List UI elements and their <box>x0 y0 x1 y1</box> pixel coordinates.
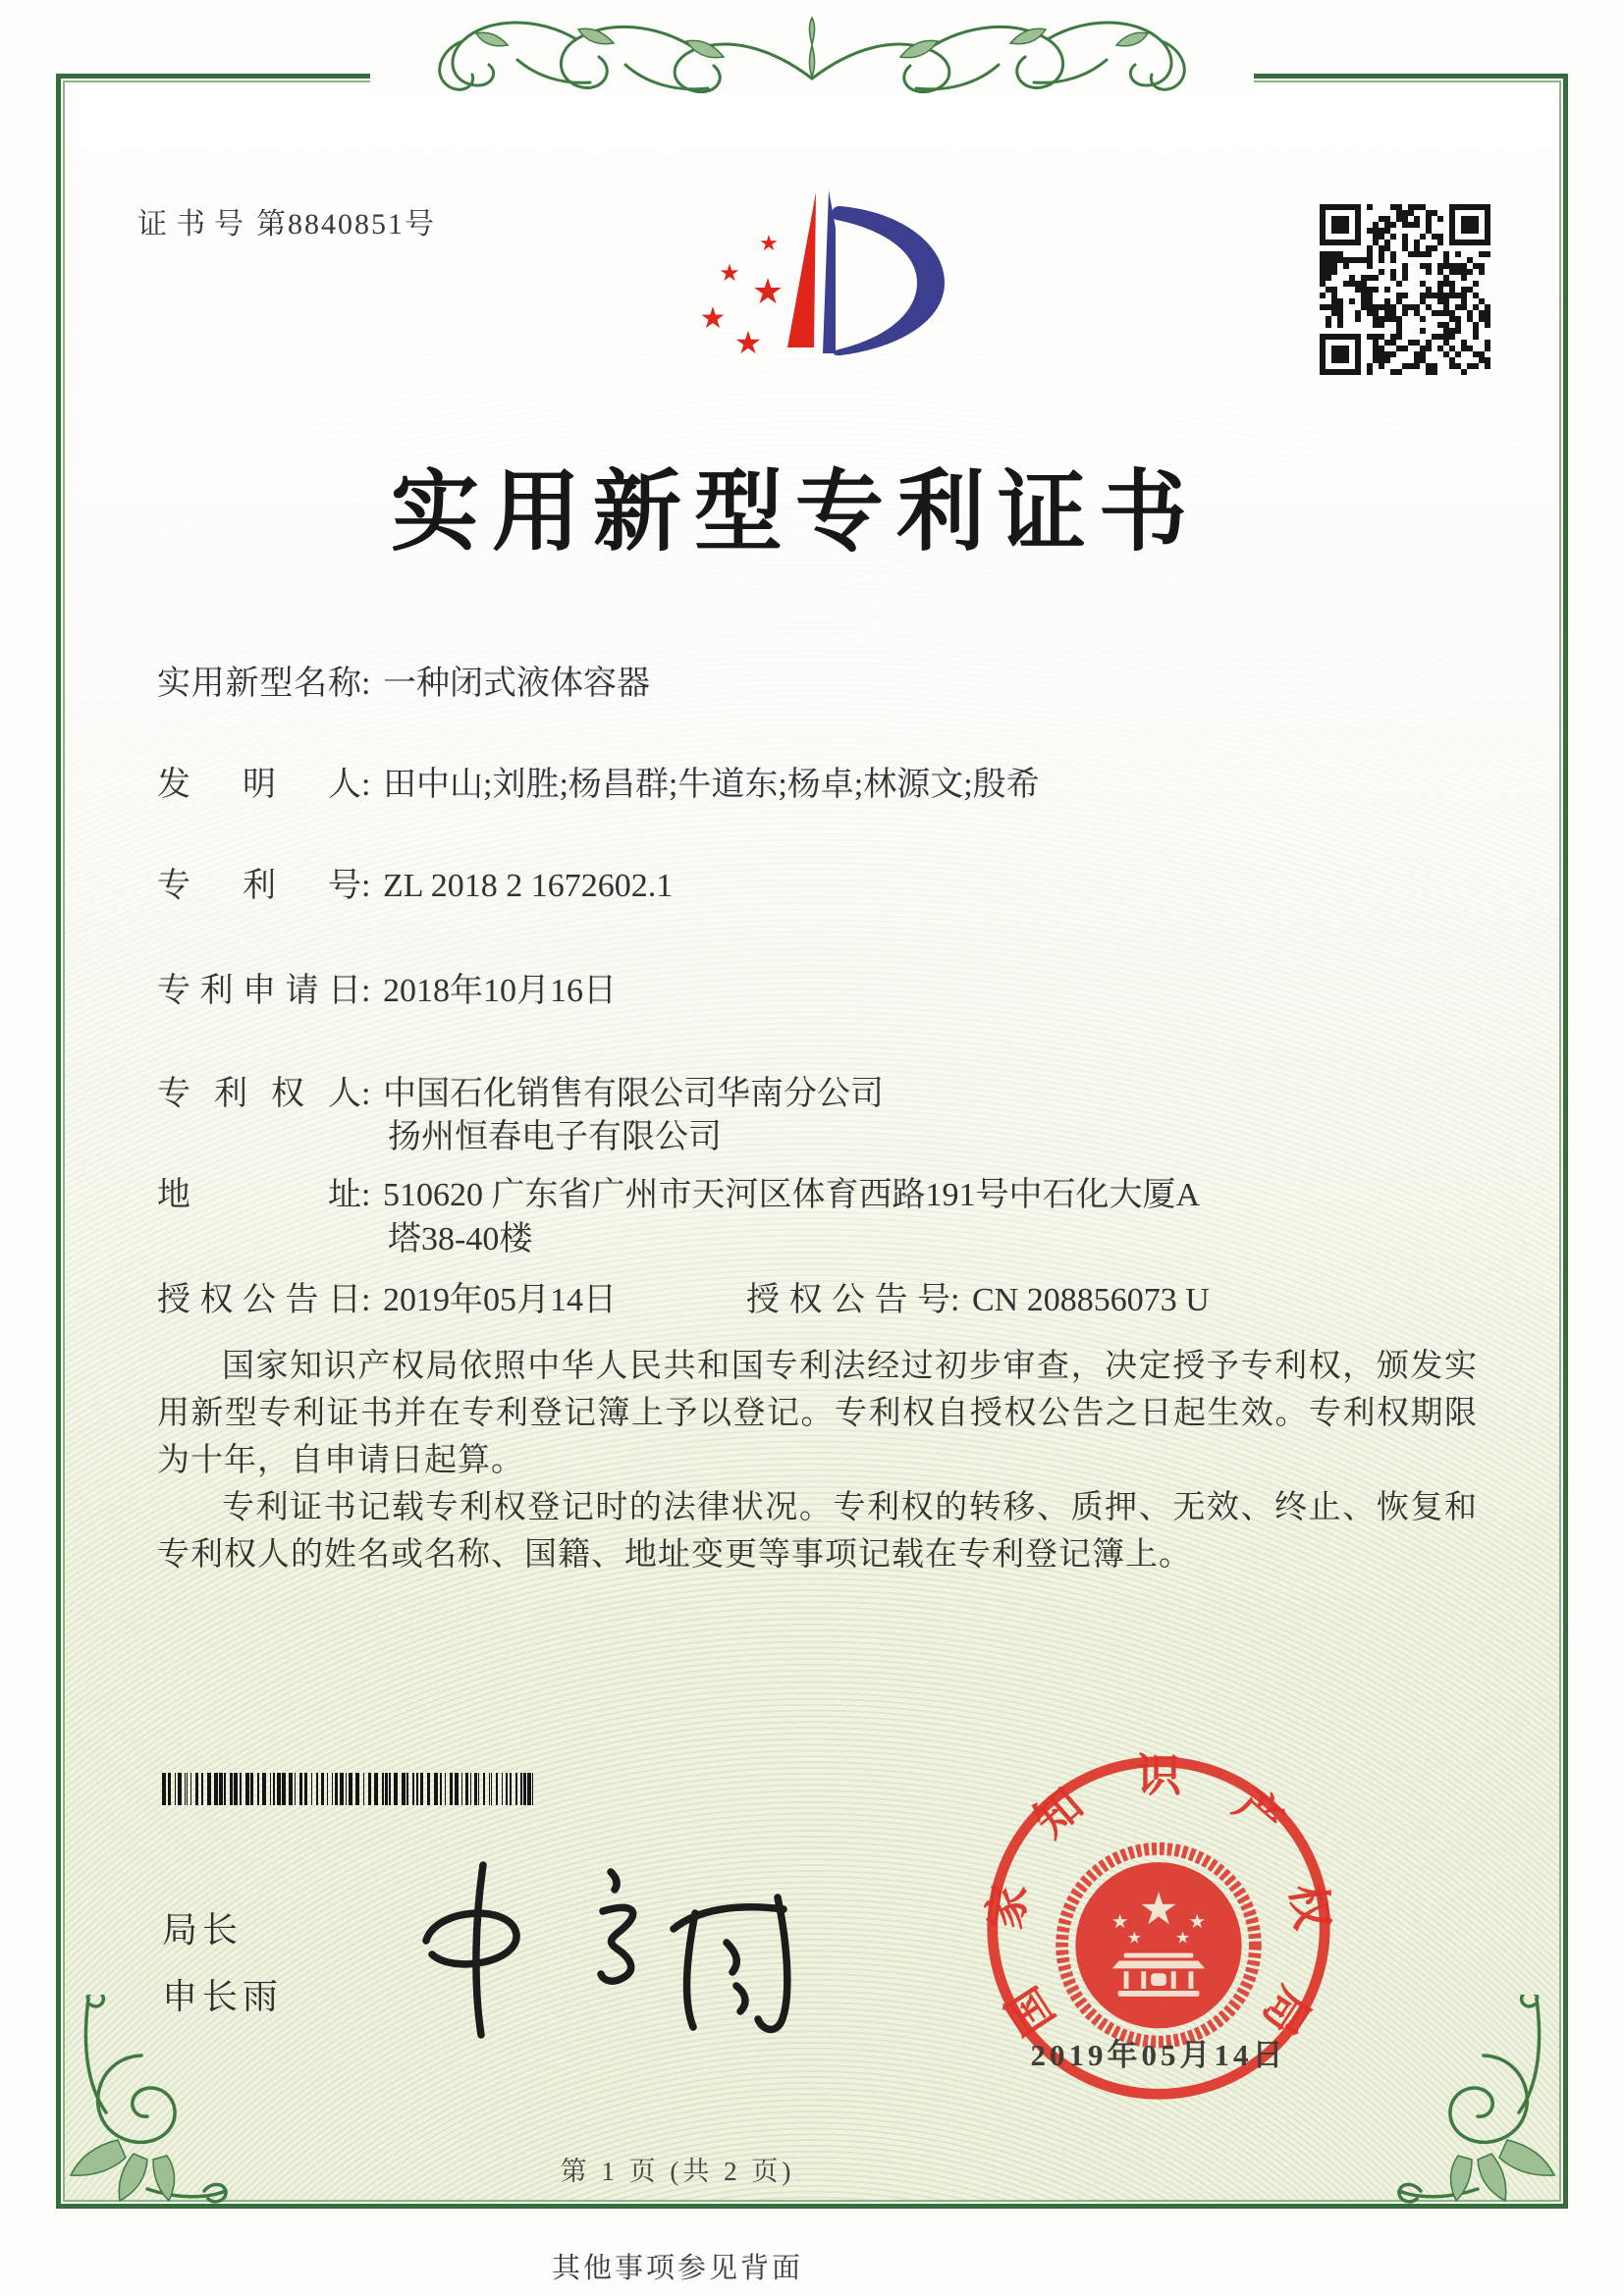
page-number: 第 1 页 (共 2 页) <box>560 2157 795 2186</box>
field-value: 田中山;刘胜;杨昌群;牛道东;杨卓;林源文;殷希 <box>383 767 1040 803</box>
field-row-inventors <box>157 764 1516 807</box>
legal-paragraph-1: 国家知识产权局依照中华人民共和国专利法经过初步审查，决定授予专利权，颁发实用新型专利证书并在专利登记簿上予以登记。专利权自授权公告之日起生效。专利权期限为十年，自申请日起算。 <box>157 1349 1478 1478</box>
field-label: 专利申请日 <box>157 973 361 1009</box>
field-colon: : <box>361 973 371 1009</box>
field-colon: : <box>361 1177 371 1213</box>
svg-text:★: ★ <box>1126 1927 1142 1948</box>
certificate-number-value: 第8840851号 <box>256 208 436 240</box>
field-label: 授权公告号 <box>746 1282 950 1318</box>
field-pair-grant-number <box>746 1279 1210 1322</box>
seal-char: 权 <box>1280 1881 1337 1933</box>
seal-char: 国 <box>998 1977 1065 2044</box>
barcode-image <box>162 1773 533 1805</box>
svg-text:★: ★ <box>1110 1910 1129 1933</box>
field-row-name <box>157 663 1516 706</box>
field-label: 发明人 <box>157 767 361 803</box>
field-label: 实用新型名称 <box>157 666 361 702</box>
svg-text:★: ★ <box>1175 1927 1191 1948</box>
seal-char: 产 <box>1224 1780 1292 1847</box>
field-colon: : <box>361 1282 371 1318</box>
commissioner-title: 局长 <box>162 1910 244 1949</box>
national-emblem-icon <box>1062 1848 1256 2042</box>
field-value: CN 208856073 U <box>972 1282 1210 1318</box>
grant-date-stamp: 2019年05月14日 <box>1030 2038 1287 2072</box>
field-colon: : <box>361 868 371 904</box>
footer-note: 其他事项参见背面 <box>551 2253 803 2284</box>
field-row-patentee <box>157 1073 1516 1116</box>
seal-char: 家 <box>980 1881 1037 1933</box>
field-colon: : <box>361 1076 371 1112</box>
svg-text:★: ★ <box>1188 1910 1207 1933</box>
qr-code-image <box>1318 202 1492 377</box>
field-value: 一种闭式液体容器 <box>383 666 650 702</box>
field-label: 专利权人 <box>157 1076 361 1112</box>
field-value-address-2: 塔38-40楼 <box>388 1221 533 1257</box>
field-row-address <box>157 1174 1516 1217</box>
field-row-filing-date <box>157 970 1516 1013</box>
cnipa-logo-icon <box>685 188 948 361</box>
field-colon: : <box>361 666 371 702</box>
svg-text:★: ★ <box>1138 1883 1179 1936</box>
field-label: 地址 <box>157 1177 361 1213</box>
field-value: 中国石化销售有限公司华南分公司 <box>383 1076 884 1112</box>
svg-text:★: ★ <box>733 324 763 361</box>
top-flourish-ornament-icon <box>370 6 1254 128</box>
seal-char: 知 <box>1025 1780 1093 1847</box>
field-colon: : <box>361 767 371 803</box>
field-label: 专利号 <box>157 868 361 904</box>
field-row-grant <box>157 1279 1516 1322</box>
certificate-number <box>137 199 436 242</box>
field-value: ZL 2018 2 1672602.1 <box>383 868 674 904</box>
field-row-patent-number <box>157 865 1516 908</box>
field-label: 授权公告日 <box>157 1282 361 1318</box>
svg-text:★: ★ <box>699 301 727 336</box>
svg-text:★: ★ <box>719 259 740 287</box>
svg-text:★: ★ <box>751 272 785 312</box>
field-colon: : <box>950 1282 960 1318</box>
field-value: 510620 广东省广州市天河区体育西路191号中石化大厦A <box>383 1177 1201 1213</box>
commissioner-name: 申长雨 <box>162 1977 284 2016</box>
commissioner-signature-icon <box>393 1860 815 2042</box>
legal-text-block <box>157 1343 1478 1578</box>
field-value: 2019年05月14日 <box>383 1282 617 1318</box>
corner-flourish-right-icon <box>1396 1995 1568 2218</box>
corner-flourish-left-icon <box>57 1995 229 2218</box>
certificate-title: 实用新型专利证书 <box>391 464 1200 561</box>
seal-char: 识 <box>1135 1751 1182 1802</box>
certificate-number-label: 证书号 <box>137 208 252 240</box>
field-value-patentee-2: 扬州恒春电子有限公司 <box>388 1119 722 1155</box>
field-value: 2018年10月16日 <box>383 973 617 1009</box>
svg-text:★: ★ <box>759 232 779 256</box>
seal-char: 局 <box>1252 1977 1320 2044</box>
legal-paragraph-2: 专利证书记载专利权登记时的法律状况。专利权的转移、质押、无效、终止、恢复和专利权人的姓名或名称、国籍、地址变更等事项记载在专利登记簿上。 <box>157 1490 1478 1573</box>
